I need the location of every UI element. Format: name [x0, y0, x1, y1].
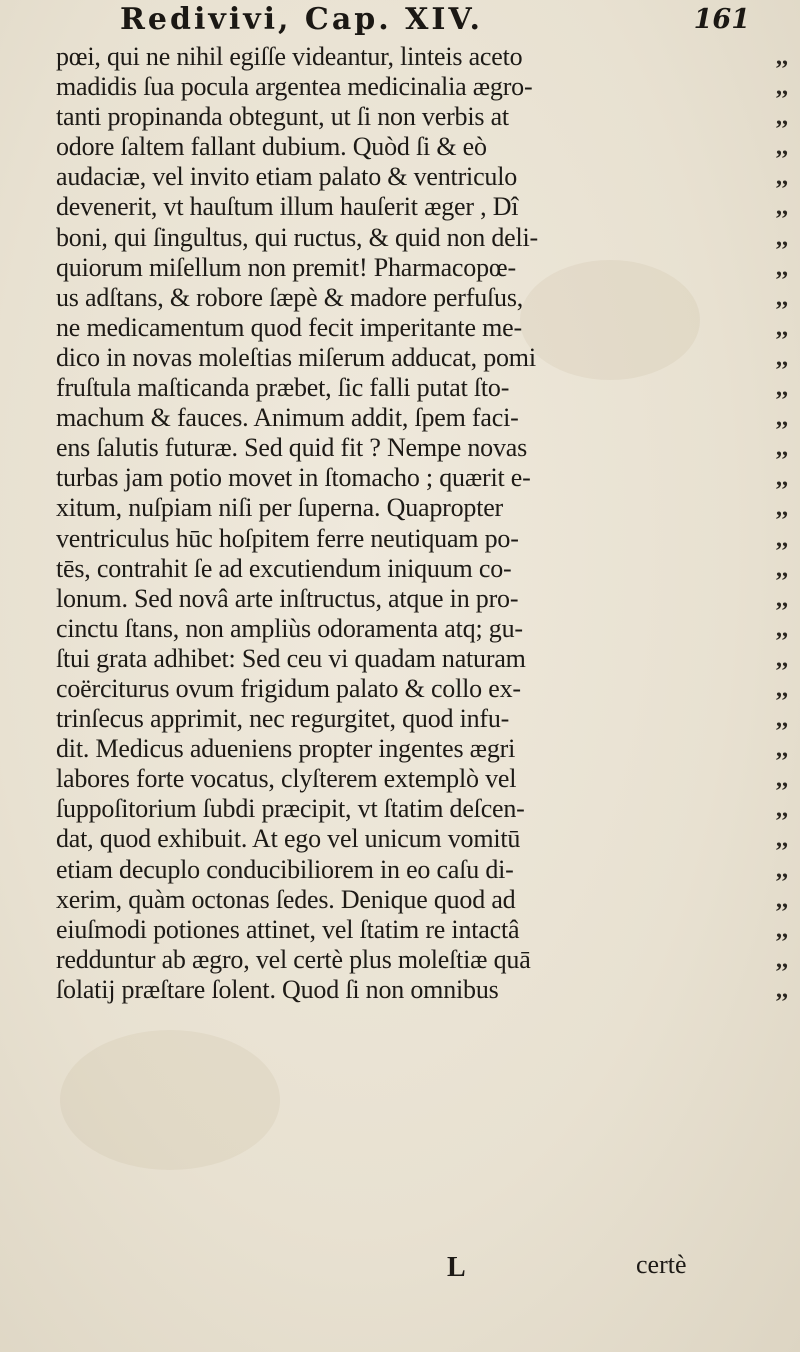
line-text: ventriculus hūc hoſpitem ferre neutiquam po- — [56, 523, 519, 553]
running-head — [120, 2, 760, 38]
line-text: audaciæ, vel invito etiam palato & ventriculo — [56, 162, 518, 192]
quotation-mark: ,, — [776, 435, 788, 462]
line-text: ens ſalutis futuræ. Sed quid fit ? Nempe novas — [56, 433, 528, 463]
text-line — [56, 975, 796, 1005]
line-text: tēs, contrahit ſe ad excutiendum iniquum co- — [56, 553, 512, 583]
quotation-mark: ,, — [776, 284, 788, 311]
quotation-mark: ,, — [776, 375, 788, 402]
text-line — [56, 253, 796, 283]
quotation-mark: ,, — [776, 224, 788, 251]
text-line — [56, 824, 796, 854]
text-line — [56, 614, 796, 644]
text-line — [56, 674, 796, 704]
line-text: dico in novas moleſtias miſerum adducat, pomi — [56, 342, 536, 372]
quotation-mark: ,, — [776, 74, 788, 101]
line-text: lonum. Sed novâ arte inſtructus, atque in pro- — [56, 583, 519, 613]
quotation-mark: ,, — [776, 645, 788, 672]
text-line — [56, 132, 796, 162]
quotation-mark: ,, — [776, 194, 788, 221]
line-text: xerim, quàm octonas ſedes. Denique quod ad — [56, 884, 516, 914]
quotation-mark: ,, — [776, 555, 788, 582]
paper-stain — [60, 1030, 280, 1170]
text-line — [56, 915, 796, 945]
quotation-mark: ,, — [776, 856, 788, 883]
line-text: etiam decuplo conducibiliorem in eo caſu di- — [56, 854, 514, 884]
text-line — [56, 313, 796, 343]
text-line — [56, 734, 796, 764]
line-text: us adſtans, & robore ſæpè & madore perfuſus, — [56, 282, 524, 312]
catchword: certè — [636, 1250, 687, 1279]
main-text — [56, 42, 796, 1005]
quotation-mark: ,, — [776, 44, 788, 70]
text-line — [56, 764, 796, 794]
quotation-mark: ,, — [776, 104, 788, 131]
text-line — [56, 192, 796, 222]
text-line — [56, 102, 796, 132]
line-text: coërciturus ovum frigidum palato & collo ex- — [56, 673, 521, 703]
line-text: ſuppoſitorium ſubdi præcipit, vt ſtatim deſcen- — [56, 794, 525, 824]
line-text: redduntur ab ægro, vel certè plus moleſtiæ quā — [56, 944, 531, 974]
text-line — [56, 223, 796, 253]
line-text: pœi, qui ne nihil egiſſe videantur, linteis aceto — [56, 42, 523, 71]
quotation-mark: ,, — [776, 405, 788, 432]
line-text: machum & fauces. Animum addit, ſpem faci- — [56, 403, 519, 433]
line-text: odore ſaltem fallant dubium. Quòd ſi & eò — [56, 132, 487, 162]
text-line — [56, 644, 796, 674]
line-text: madidis ſua pocula argentea medicinalia ægro- — [56, 72, 533, 102]
quotation-mark: ,, — [776, 344, 788, 371]
quotation-mark: ,, — [776, 976, 788, 1003]
line-text: devenerit, vt hauſtum illum hauſerit æger , Dî — [56, 192, 519, 222]
quotation-mark: ,, — [776, 314, 788, 341]
text-line — [56, 42, 796, 72]
line-text: eiuſmodi potiones attinet, vel ſtatim re intactâ — [56, 914, 520, 944]
line-text: cinctu ſtans, non ampliùs odoramenta atq; gu- — [56, 613, 523, 643]
quotation-mark: ,, — [776, 826, 788, 853]
text-line — [56, 493, 796, 523]
line-text: ne medicamentum quod fecit imperitante me- — [56, 312, 522, 342]
line-text: tanti propinanda obtegunt, ut ſi non verbis at — [56, 102, 509, 132]
line-text: ſolatij præſtare ſolent. Quod ſi non omnibus — [56, 974, 499, 1004]
running-title: Redivivi, Cap. XIV. — [120, 2, 483, 37]
quotation-mark: ,, — [776, 946, 788, 973]
line-text: labores forte vocatus, clyſterem extemplò vel — [56, 764, 517, 794]
text-line — [56, 373, 796, 403]
text-line — [56, 433, 796, 463]
quotation-mark: ,, — [776, 465, 788, 492]
text-line — [56, 794, 796, 824]
text-line — [56, 704, 796, 734]
quotation-mark: ,, — [776, 134, 788, 161]
quotation-mark: ,, — [776, 886, 788, 913]
line-text: quiorum miſellum non premit! Pharmacopœ- — [56, 252, 516, 282]
quotation-mark: ,, — [776, 736, 788, 763]
quotation-mark: ,, — [776, 706, 788, 733]
text-line — [56, 584, 796, 614]
quotation-mark: ,, — [776, 254, 788, 281]
quotation-mark: ,, — [776, 796, 788, 823]
text-line — [56, 403, 796, 433]
text-line — [56, 283, 796, 313]
quotation-mark: ,, — [776, 615, 788, 642]
text-line — [56, 463, 796, 493]
line-text: fruſtula maſticanda præbet, ſic falli putat ſto- — [56, 373, 510, 403]
line-text: dat, quod exhibuit. At ego vel unicum vomitū — [56, 824, 521, 854]
quotation-mark: ,, — [776, 766, 788, 793]
quotation-mark: ,, — [776, 916, 788, 943]
quotation-mark: ,, — [776, 164, 788, 191]
text-line — [56, 72, 796, 102]
quotation-mark: ,, — [776, 675, 788, 702]
text-line — [56, 343, 796, 373]
line-text: ſtui grata adhibet: Sed ceu vi quadam naturam — [56, 643, 526, 673]
quotation-mark: ,, — [776, 525, 788, 552]
text-line — [56, 855, 796, 885]
signature-mark: L — [447, 1252, 466, 1283]
quotation-mark: ,, — [776, 495, 788, 522]
line-text: turbas jam potio movet in ſtomacho ; quærit e- — [56, 463, 531, 493]
line-text: boni, qui ſingultus, qui ructus, & quid non deli- — [56, 222, 539, 252]
text-line — [56, 885, 796, 915]
text-line — [56, 945, 796, 975]
folio-number: 161 — [693, 4, 750, 35]
text-line — [56, 162, 796, 192]
line-text: xitum, nuſpiam niſi per ſuperna. Quapropter — [56, 493, 504, 523]
text-line — [56, 554, 796, 584]
line-text: dit. Medicus adueniens propter ingentes ægri — [56, 734, 516, 764]
line-text: trinſecus apprimit, nec regurgitet, quod infu- — [56, 704, 510, 734]
text-line — [56, 524, 796, 554]
quotation-mark: ,, — [776, 585, 788, 612]
